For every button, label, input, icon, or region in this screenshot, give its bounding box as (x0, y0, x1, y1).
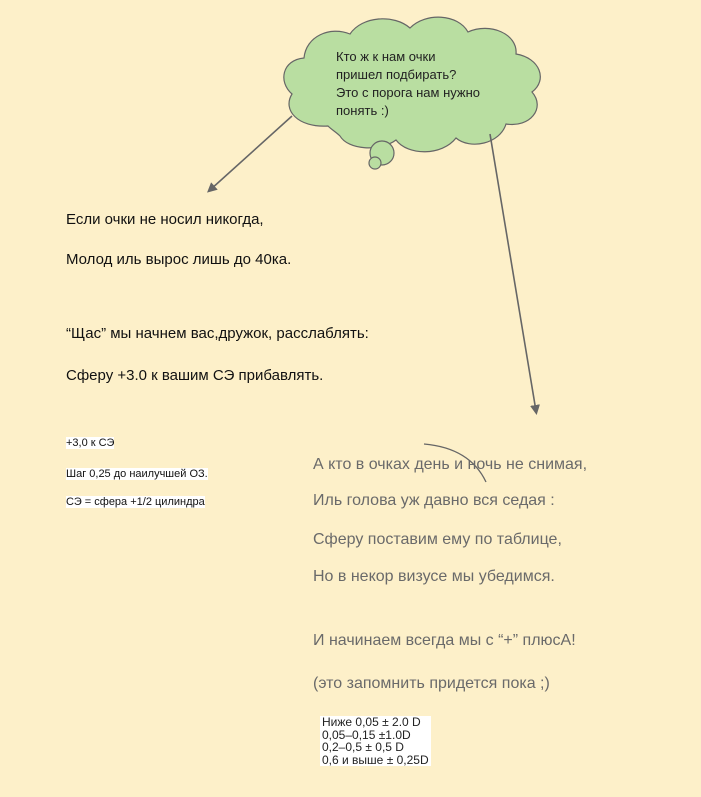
table-row: 0,6 и выше ± 0,25D (322, 752, 429, 767)
poem-line: “Щас” мы начнем вас,дружок, расслаблять: (66, 325, 369, 342)
poem-line: Молод иль вырос лишь до 40ка. (66, 251, 292, 268)
cloud-text (336, 48, 526, 120)
note-line: +3,0 к СЭ (66, 437, 115, 449)
poem-line: И начинаем всегда мы с “+” плюсА! (313, 632, 576, 649)
tolerance-table (320, 716, 431, 766)
cloud-line: Кто ж к нам очки (336, 49, 436, 64)
table-row: Ниже 0,05 ± 2.0 D (322, 715, 421, 729)
cloud-line: Это с порога нам нужно (336, 85, 481, 100)
poem-line: Сферу поставим ему по таблице, (313, 531, 562, 548)
poem-line: Иль голова уж давно вся седая : (313, 492, 555, 509)
poem-line: А кто в очках день и ночь не снимая, (313, 456, 588, 473)
poem-line: Сферу +3.0 к вашим СЭ прибавлять. (66, 367, 324, 384)
arrow-left (210, 116, 292, 190)
table-row: 0,05–0,15 ±1.0D (322, 727, 411, 742)
arrow-right (490, 134, 536, 411)
note-line: СЭ = сфера +1/2 цилиндра (66, 496, 205, 508)
table-row: 0,2–0,5 ± 0,5 D (322, 740, 404, 754)
poem-line: (это запомнить придется пока ;) (313, 675, 550, 692)
cloud-line: пришел подбирать? (336, 67, 457, 82)
cloud-line: понять :) (336, 103, 389, 118)
poem-line: Если очки не носил никогда, (66, 211, 264, 228)
note-line: Шаг 0,25 до наилучшей ОЗ. (66, 468, 208, 480)
poem-line: Но в некор визусе мы убедимся. (313, 568, 555, 585)
